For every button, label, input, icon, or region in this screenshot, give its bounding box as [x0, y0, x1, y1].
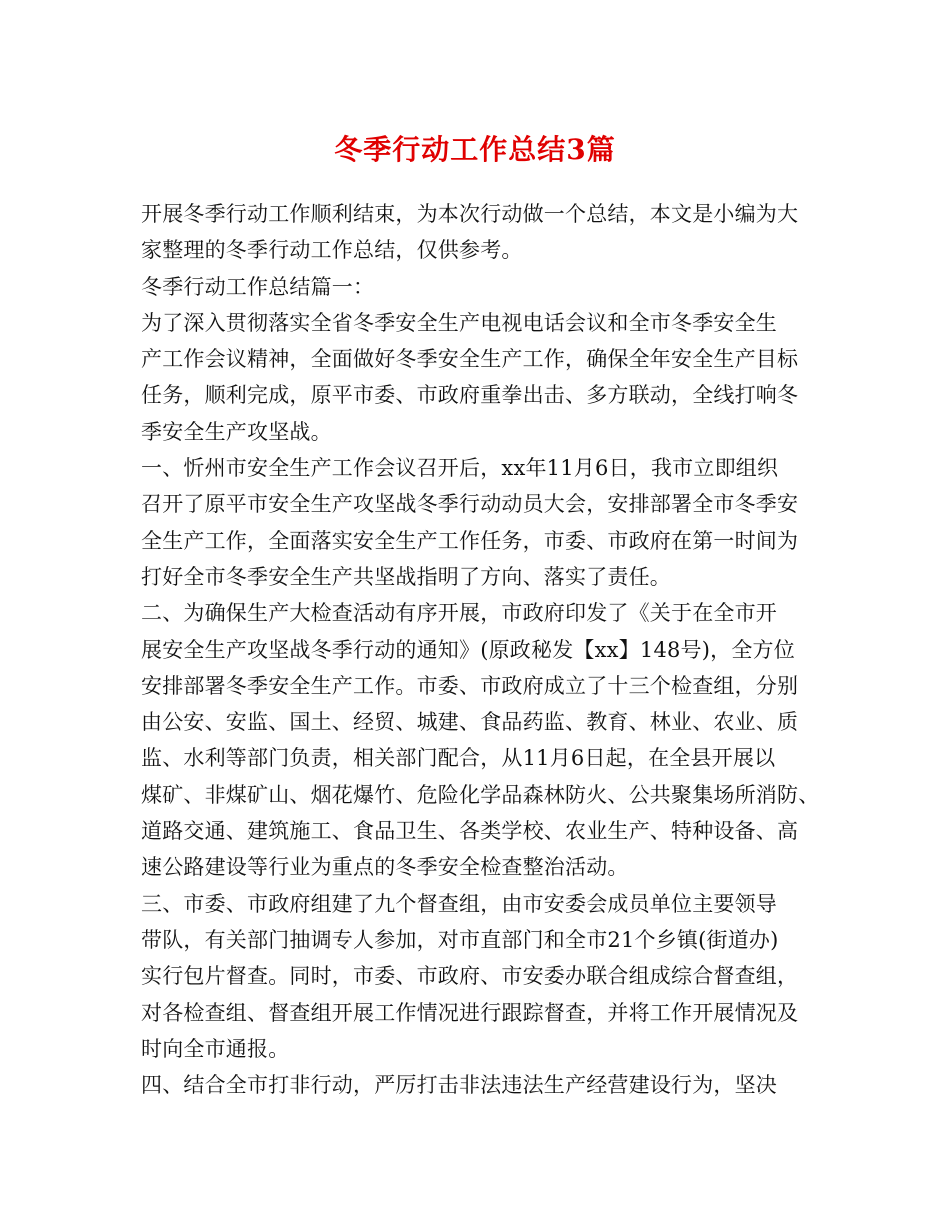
- body-text-line: 二、为确保生产大检查活动有序开展，市政府印发了《关于在全市开: [141, 601, 777, 626]
- body-text-line: 速公路建设等行业为重点的冬季安全检查整治活动。: [141, 855, 629, 880]
- body-text-line: 由公安、安监、国土、经贸、城建、食品药监、教育、林业、农业、质: [141, 710, 799, 735]
- body-text-line: 打好全市冬季安全生产共坚战指明了方向、落实了责任。: [141, 564, 671, 589]
- document-title: 冬季行动工作总结3篇: [334, 133, 616, 166]
- body-text-line: 冬季行动工作总结篇一：: [141, 274, 375, 299]
- body-text-line: 煤矿、非煤矿山、烟花爆竹、危险化学品森林防火、公共聚集场所消防、: [141, 782, 820, 807]
- body-text-line: 全生产工作，全面落实安全生产工作任务，市委、市政府在第一时间为: [141, 528, 799, 553]
- body-text-line: 时向全市通报。: [141, 1036, 290, 1061]
- body-text-line: 道路交通、建筑施工、食品卫生、各类学校、农业生产、特种设备、高: [141, 819, 799, 844]
- body-text-line: 监、水利等部门负责，相关部门配合，从11月6日起，在全县开展以: [141, 746, 776, 771]
- body-text-line: 召开了原平市安全生产攻坚战冬季行动动员大会，安排部署全市冬季安: [141, 492, 799, 517]
- body-text-line: 三、市委、市政府组建了九个督查组，由市安委会成员单位主要领导: [141, 891, 777, 916]
- body-text-line: 一、忻州市安全生产工作会议召开后，xx年11月6日，我市立即组织: [141, 456, 779, 481]
- body-text-line: 家整理的冬季行动工作总结，仅供参考。: [141, 238, 523, 263]
- body-text-line: 开展冬季行动工作顺利结束，为本次行动做一个总结，本文是小编为大: [141, 202, 799, 226]
- body-text-line: 任务，顺利完成，原平市委、市政府重拳出击、多方联动，全线打响冬: [141, 383, 799, 408]
- body-text-line: 实行包片督查。同时，市委、市政府、市安委办联合组成综合督查组，: [141, 964, 799, 989]
- body-text-line: 季安全生产攻坚战。: [141, 419, 332, 444]
- body-text-line: 对各检查组、督查组开展工作情况进行跟踪督查，并将工作开展情况及: [141, 1000, 799, 1025]
- document-body: [141, 196, 831, 1103]
- body-text-line: 展安全生产攻坚战冬季行动的通知》(原政秘发【xx】148号)，全方位: [141, 637, 795, 662]
- body-text-line: 安排部署冬季安全生产工作。市委、市政府成立了十三个检查组，分别: [141, 673, 799, 698]
- body-text-line: 四、结合全市打非行动，严厉打击非法违法生产经营建设行为，坚决: [141, 1073, 777, 1098]
- body-text-line: 产工作会议精神，全面做好冬季安全生产工作，确保全年安全生产目标: [141, 347, 799, 372]
- body-text-line: 带队，有关部门抽调专人参加，对市直部门和全市21个乡镇(街道办): [141, 927, 779, 952]
- body-text-line: 为了深入贯彻落实全省冬季安全生产电视电话会议和全市冬季安全生: [141, 310, 777, 335]
